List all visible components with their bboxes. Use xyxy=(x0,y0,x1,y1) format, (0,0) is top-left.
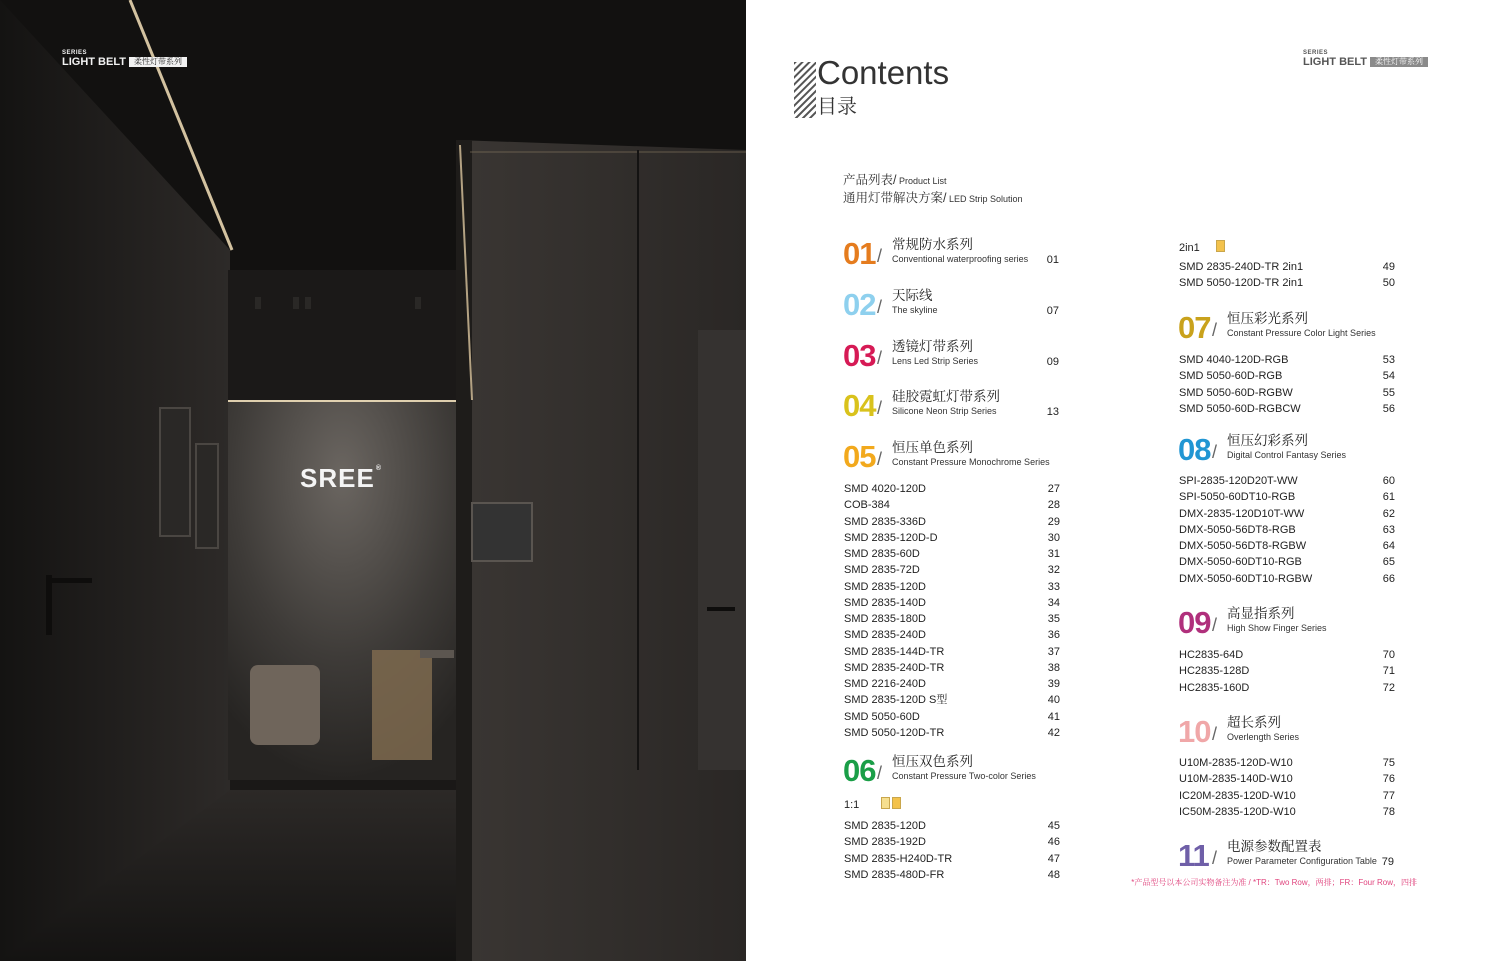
led-chip-icon xyxy=(892,797,901,809)
toc-item-name: SMD 2835-72D xyxy=(844,564,920,577)
toc-item[interactable] xyxy=(1179,522,1395,538)
toc-item-page: 40 xyxy=(1047,694,1060,707)
toc-item[interactable] xyxy=(844,497,1060,513)
toc-item-name: DMX-2835-120D10T-WW xyxy=(1179,507,1305,520)
series-main-label: LIGHT BELT xyxy=(62,56,126,68)
toc-item-name: DMX-5050-60DT10-RGB xyxy=(1179,556,1302,569)
toc-item-name: SMD 2835-180D xyxy=(844,613,926,625)
toc-item-page: 71 xyxy=(1382,665,1395,678)
series-title xyxy=(62,57,187,68)
toc-item-page: 33 xyxy=(1047,580,1060,593)
section-title-cn: 恒压双色系列 xyxy=(892,754,973,769)
toc-item-page: 66 xyxy=(1382,572,1395,585)
toc-item-page: 30 xyxy=(1047,531,1060,544)
toc-item[interactable] xyxy=(844,611,1060,627)
series-small-label: SERIES xyxy=(62,50,88,56)
section-07[interactable]: 07 / 恒压彩光系列 Constant Pressure Color Light Series xyxy=(1178,310,1376,345)
toc-item[interactable] xyxy=(844,562,1060,578)
section-title-cn: 恒压彩光系列 xyxy=(1227,311,1308,326)
toc-item-page: 34 xyxy=(1047,596,1060,609)
toc-item-name: U10M-2835-120D-W10 xyxy=(1179,757,1293,769)
section-title-cn: 常规防水系列 xyxy=(892,237,973,252)
toc-item-page: 45 xyxy=(1047,820,1060,832)
toc-item-page: 38 xyxy=(1047,661,1060,674)
intro-cn: 通用灯带解决方案/ xyxy=(843,191,947,205)
section-title-en: Constant Pressure Monochrome Series xyxy=(892,457,1050,467)
toc-item-page: 56 xyxy=(1382,402,1395,415)
toc-item-name: SMD 2835-240D-TR 2in1 xyxy=(1179,261,1304,273)
toc-item[interactable] xyxy=(1179,275,1395,291)
toc-item-name: SMD 2835-240D-TR xyxy=(844,661,945,674)
toc-item-name: SPI-2835-120D20T-WW xyxy=(1179,475,1298,487)
toc-item[interactable] xyxy=(1179,385,1395,401)
section-number: 11 xyxy=(1178,838,1209,873)
toc-item-name: SMD 2835-120D S型 xyxy=(844,694,948,707)
section-title-cn: 硅胶霓虹灯带系列 xyxy=(892,389,1000,404)
section-title-cn: 高显指系列 xyxy=(1227,606,1295,621)
series-title xyxy=(1303,57,1428,68)
section-05-items xyxy=(844,481,1060,741)
section-number: 01 xyxy=(843,236,876,271)
section-title-en: Constant Pressure Color Light Series xyxy=(1227,328,1376,338)
toc-item-page: 48 xyxy=(1047,868,1060,881)
toc-item[interactable] xyxy=(844,546,1060,562)
toc-item-page: 70 xyxy=(1382,649,1395,661)
section-title-en: Silicone Neon Strip Series xyxy=(892,406,997,416)
section-title-en: Lens Led Strip Series xyxy=(892,356,979,366)
toc-item-page: 39 xyxy=(1047,678,1060,690)
toc-item[interactable] xyxy=(844,709,1060,725)
section-number: 03 xyxy=(843,338,876,373)
toc-item-name: SMD 2835-240D xyxy=(844,629,926,642)
toc-item[interactable] xyxy=(844,481,1060,497)
twoinone-label xyxy=(1179,240,1225,254)
toc-item-name: SMD 2835-60D xyxy=(844,548,920,560)
registered-mark: ® xyxy=(375,465,382,472)
section-title-cn: 天际线 xyxy=(892,288,933,303)
toc-item-page: 72 xyxy=(1382,681,1395,694)
toc-item[interactable] xyxy=(1179,788,1395,804)
toc-item-page: 65 xyxy=(1382,556,1395,569)
toc-item-name: SMD 5050-60D-RGBW xyxy=(1179,386,1293,399)
toc-item[interactable] xyxy=(844,530,1060,546)
toc-item-name: SMD 2835-120D xyxy=(844,820,926,832)
series-tag: 柔性灯带系列 xyxy=(129,57,187,67)
toc-item-name: DMX-5050-60DT10-RGBW xyxy=(1179,572,1313,585)
toc-item[interactable] xyxy=(844,627,1060,643)
toc-item[interactable] xyxy=(1179,473,1395,489)
contents-page xyxy=(746,0,1492,961)
toc-item-name: IC20M-2835-120D-W10 xyxy=(1179,789,1296,802)
toc-item[interactable] xyxy=(1179,804,1395,820)
toc-item[interactable] xyxy=(844,660,1060,676)
section-title-cn: 超长系列 xyxy=(1227,715,1281,730)
twoinone-items xyxy=(1179,259,1395,292)
section-title-cn: 恒压单色系列 xyxy=(892,440,973,455)
toc-item-page: 55 xyxy=(1382,386,1395,399)
section-number: 08 xyxy=(1178,432,1211,467)
section-03[interactable]: 03 / 透镜灯带系列 Lens Led Strip Series 09 xyxy=(843,338,1059,373)
toc-item[interactable] xyxy=(1179,680,1395,696)
toc-item[interactable] xyxy=(1179,259,1395,275)
toc-item-page: 63 xyxy=(1382,523,1395,536)
section-05[interactable]: 05 / 恒压单色系列 Constant Pressure Monochrome Series xyxy=(843,439,1050,474)
intro-product-list xyxy=(843,170,947,188)
toc-item-name: SMD 2835-120D-D xyxy=(844,531,938,544)
toc-item-name: SMD 4020-120D xyxy=(844,483,926,495)
toc-item[interactable] xyxy=(844,725,1060,741)
toc-item-name: SMD 2835-336D xyxy=(844,515,926,528)
section-09[interactable]: 09 / 高显指系列 High Show Finger Series xyxy=(1178,605,1327,640)
page-title: Contents xyxy=(817,54,950,91)
toc-item-page: 50 xyxy=(1382,277,1395,290)
section-06[interactable]: 06 / 恒压双色系列 Constant Pressure Two-color Series xyxy=(843,753,1036,788)
section-page: 13 xyxy=(1046,406,1059,418)
toc-item[interactable] xyxy=(844,579,1060,595)
toc-item-page: 37 xyxy=(1047,645,1060,658)
toc-item-page: 78 xyxy=(1382,805,1395,818)
toc-item-name: SMD 2835-192D xyxy=(844,836,926,849)
toc-item-name: SMD 2835-140D xyxy=(844,596,926,609)
toc-item-page: 27 xyxy=(1047,483,1060,495)
toc-item[interactable] xyxy=(1179,489,1395,505)
toc-item-name: HC2835-160D xyxy=(1179,681,1250,694)
toc-item[interactable] xyxy=(1179,647,1395,663)
toc-item[interactable] xyxy=(844,692,1060,708)
toc-item-name: SMD 2835-H240D-TR xyxy=(844,852,953,865)
twoinone-text: 2in1 xyxy=(1179,242,1200,254)
toc-item[interactable] xyxy=(844,834,1060,850)
ratio-label xyxy=(844,797,901,811)
page-title-cn: 目录 xyxy=(817,96,857,118)
section-11[interactable]: 11 / 电源参数配置表 Power Parameter Configuration Table 79 xyxy=(1178,838,1394,873)
section-title-cn: 透镜灯带系列 xyxy=(892,339,973,354)
section-title-en: Conventional waterproofing series xyxy=(892,254,1029,264)
toc-item-page: 42 xyxy=(1047,726,1060,739)
section-title-en: Constant Pressure Two-color Series xyxy=(892,771,1036,781)
section-page: 01 xyxy=(1046,254,1059,266)
toc-item[interactable] xyxy=(844,595,1060,611)
toc-item[interactable] xyxy=(844,644,1060,660)
toc-item-name: SMD 5050-120D-TR xyxy=(844,726,945,739)
toc-item-name: SMD 5050-120D-TR 2in1 xyxy=(1179,277,1304,290)
toc-item[interactable] xyxy=(1179,755,1395,771)
toc-item-page: 53 xyxy=(1382,354,1395,366)
brand-logo xyxy=(300,465,382,491)
toc-item[interactable] xyxy=(1179,554,1395,570)
toc-item[interactable] xyxy=(1179,571,1395,587)
toc-item-name: SMD 2835-480D-FR xyxy=(844,868,945,881)
toc-item-page: 41 xyxy=(1047,710,1060,723)
toc-item-page: 36 xyxy=(1047,629,1060,642)
section-02[interactable]: 02 / 天际线 The skyline 07 xyxy=(843,287,1059,322)
section-10-items xyxy=(1179,755,1395,820)
toc-item-page: 54 xyxy=(1382,370,1395,383)
section-title-en: The skyline xyxy=(892,305,938,315)
toc-item-page: 61 xyxy=(1382,491,1395,504)
toc-item-name: SMD 5050-60D-RGBCW xyxy=(1179,402,1301,415)
toc-item-name: COB-384 xyxy=(844,499,890,512)
section-number: 05 xyxy=(843,439,876,474)
series-small-label: SERIES xyxy=(1303,50,1329,56)
toc-item[interactable] xyxy=(844,676,1060,692)
section-06-items xyxy=(844,818,1060,883)
toc-item-page: 62 xyxy=(1382,507,1395,520)
toc-item-page: 64 xyxy=(1382,540,1395,552)
led-chip-icon xyxy=(881,797,890,809)
toc-item[interactable] xyxy=(844,514,1060,530)
toc-item-page: 75 xyxy=(1382,757,1395,769)
toc-item-name: SMD 2835-120D xyxy=(844,580,926,593)
section-04[interactable]: 04 / 硅胶霓虹灯带系列 Silicone Neon Strip Series 13 xyxy=(843,388,1059,423)
section-10[interactable]: 10 / 超长系列 Overlength Series xyxy=(1178,714,1300,749)
intro-en: Product List xyxy=(896,176,947,186)
ratio-text: 1:1 xyxy=(844,799,860,811)
toc-item[interactable] xyxy=(1179,368,1395,384)
section-01[interactable]: 01 / 常规防水系列 Conventional waterproofing series 01 xyxy=(843,236,1059,271)
series-header-right xyxy=(1303,50,1428,68)
series-header xyxy=(62,50,187,68)
brand-logo-text: SREE xyxy=(300,463,375,493)
series-tag: 柔性灯带系列 xyxy=(1370,57,1428,67)
toc-item-page: 31 xyxy=(1047,548,1060,560)
toc-item[interactable] xyxy=(844,818,1060,834)
led-chip-icon xyxy=(1216,240,1225,252)
intro-led-solution xyxy=(843,188,1023,206)
toc-item-page: 32 xyxy=(1047,564,1060,577)
section-number: 04 xyxy=(843,388,876,423)
hatch-decoration-icon xyxy=(794,62,816,118)
toc-item-name: SMD 5050-60D xyxy=(844,710,920,723)
section-title-cn: 恒压幻彩系列 xyxy=(1227,433,1308,448)
toc-item[interactable] xyxy=(1179,506,1395,522)
toc-item[interactable] xyxy=(844,867,1060,883)
section-number: 07 xyxy=(1178,310,1211,345)
section-number: 10 xyxy=(1178,714,1211,749)
toc-item-page: 60 xyxy=(1382,475,1395,487)
toc-item-name: IC50M-2835-120D-W10 xyxy=(1179,805,1296,818)
toc-item[interactable] xyxy=(1179,538,1395,554)
intro-en: LED Strip Solution xyxy=(946,194,1023,204)
section-number: 09 xyxy=(1178,605,1211,640)
toc-item-name: SMD 2216-240D xyxy=(844,678,926,690)
section-page: 09 xyxy=(1046,356,1059,368)
section-number: 06 xyxy=(843,753,876,788)
toc-item-name: DMX-5050-56DT8-RGB xyxy=(1179,523,1296,536)
intro-cn: 产品列表/ xyxy=(843,173,897,187)
toc-item-page: 49 xyxy=(1382,261,1395,273)
toc-item[interactable] xyxy=(844,851,1060,867)
toc-item-page: 76 xyxy=(1382,773,1395,786)
toc-item-page: 35 xyxy=(1047,613,1060,625)
toc-item-name: SMD 2835-144D-TR xyxy=(844,645,945,658)
toc-item-page: 46 xyxy=(1047,836,1060,849)
toc-item-name: SPI-5050-60DT10-RGB xyxy=(1179,491,1296,504)
toc-item-name: SMD 4040-120D-RGB xyxy=(1179,354,1289,366)
section-number: 02 xyxy=(843,287,876,322)
toc-item-page: 29 xyxy=(1047,515,1060,528)
section-title-en: Power Parameter Configuration Table xyxy=(1227,856,1377,866)
section-09-items xyxy=(1179,647,1395,696)
toc-item[interactable] xyxy=(1179,771,1395,787)
section-page: 79 xyxy=(1381,856,1394,868)
toc-item-page: 28 xyxy=(1047,499,1060,512)
section-08[interactable]: 08 / 恒压幻彩系列 Digital Control Fantasy Series xyxy=(1178,432,1347,467)
toc-item-name: DMX-5050-56DT8-RGBW xyxy=(1179,540,1307,552)
section-title-cn: 电源参数配置表 xyxy=(1227,839,1322,854)
toc-item-name: HC2835-64D xyxy=(1179,649,1244,661)
toc-item-page: 47 xyxy=(1047,852,1060,865)
section-title-en: Digital Control Fantasy Series xyxy=(1227,450,1347,460)
toc-item[interactable] xyxy=(1179,663,1395,679)
toc-item-name: HC2835-128D xyxy=(1179,665,1250,678)
toc-item-name: U10M-2835-140D-W10 xyxy=(1179,773,1293,786)
section-page: 07 xyxy=(1046,305,1059,317)
section-08-items xyxy=(1179,473,1395,587)
section-title-en: Overlength Series xyxy=(1227,732,1300,742)
footnote: *产品型号以本公司实物备注为准 / *TR：Two Row，两排；FR：Four Row，四排 xyxy=(1131,878,1417,887)
series-main-label: LIGHT BELT xyxy=(1303,56,1367,68)
section-07-items xyxy=(1179,352,1395,417)
section-title-en: High Show Finger Series xyxy=(1227,623,1327,633)
toc-item[interactable] xyxy=(1179,352,1395,368)
toc-item-name: SMD 5050-60D-RGB xyxy=(1179,370,1283,383)
toc-item[interactable] xyxy=(1179,401,1395,417)
toc-item-page: 77 xyxy=(1382,789,1395,802)
